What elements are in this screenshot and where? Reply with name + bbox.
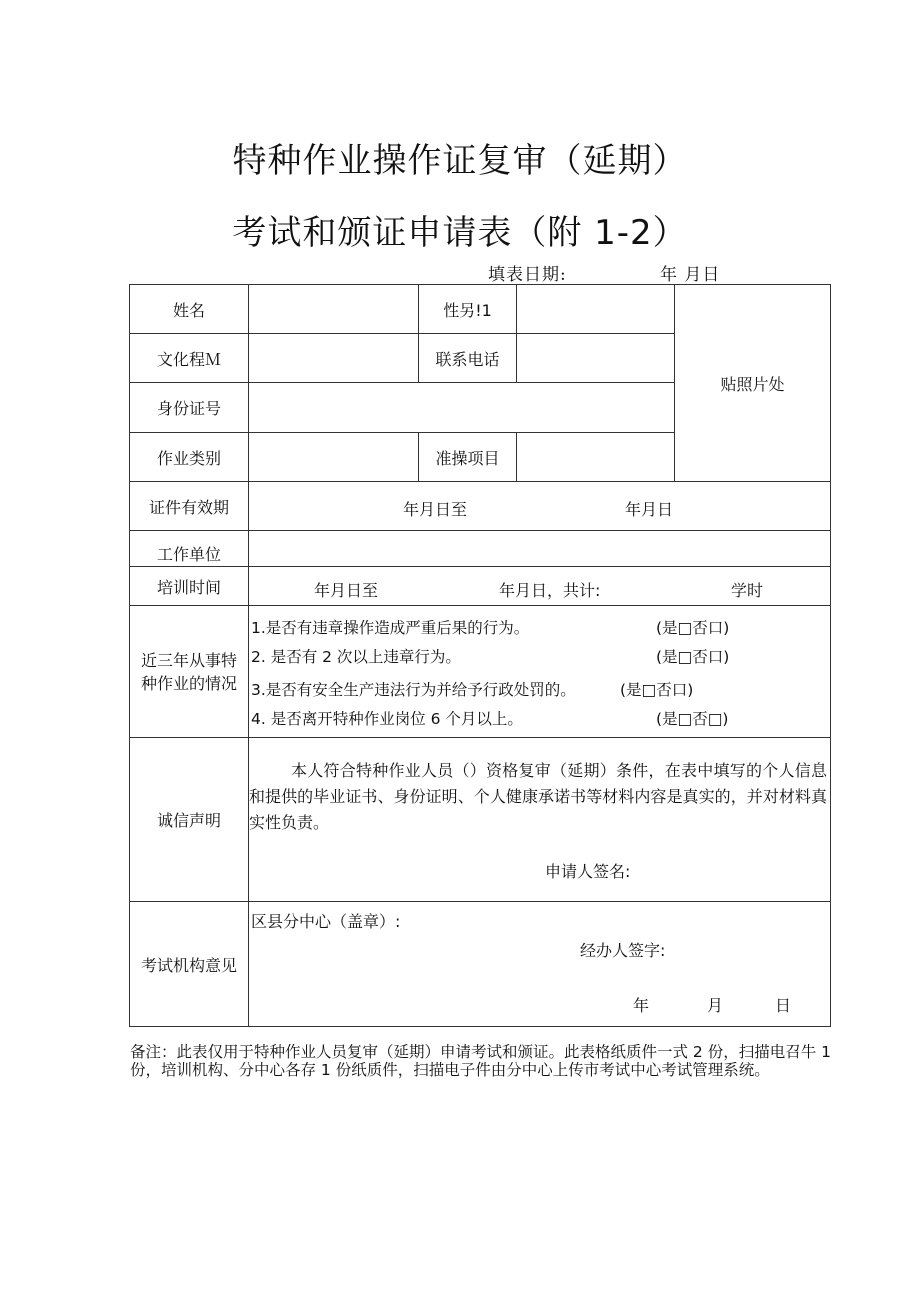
footnote: 备注：此表仅用于特种作业人员复审（延期）申请考试和颁证。此表格纸质件一式 2 份，扫描电召牛 1 份，培训机构、分中心各存 1 份纸质件，扫描电子件由分中心上传市考试中心考试管理系统。: [130, 1043, 832, 1079]
workplace-field[interactable]: [249, 531, 831, 567]
history-label-line2: 种作业的情况: [140, 673, 237, 693]
job-type-label: 作业类别: [130, 433, 249, 482]
phone-field[interactable]: [517, 334, 675, 383]
training-label: 培训时间: [130, 567, 249, 606]
form-title-line1: 特种作业操作证复审（延期）: [232, 141, 688, 181]
education-field[interactable]: [249, 334, 419, 383]
history-item-option[interactable]: (是□否口): [656, 648, 730, 666]
application-form-table: [129, 284, 831, 1027]
history-item: 4. 是否离开特种作业岗位 6 个月以上。: [251, 710, 523, 728]
operation-item-label: 准操项目: [419, 433, 517, 482]
id-label: 身份证号: [130, 383, 249, 433]
handler-sign[interactable]: 经办人签字:: [580, 941, 666, 960]
name-label: 姓名: [130, 285, 249, 334]
validity-to: 年月日: [625, 500, 674, 519]
id-field[interactable]: [249, 383, 675, 433]
education-label: 文化程Ｍ: [130, 334, 249, 383]
phone-label: 联系电话: [419, 334, 517, 383]
validity-label: 证件有效期: [130, 482, 249, 531]
training-to: 年月日，共计:: [499, 581, 601, 600]
exam-opinion-label: 考试机构意见: [130, 902, 249, 1027]
applicant-sign[interactable]: 申请人签名:: [545, 862, 631, 881]
history-item-option[interactable]: (是□否口): [620, 681, 694, 699]
training-field[interactable]: [249, 567, 831, 606]
history-field: [249, 606, 831, 738]
history-item: 2. 是否有 2 次以上违章行为。: [251, 648, 461, 666]
declaration-text: 本人符合特种作业人员（）资格复审（延期）条件，在表中填写的个人信息和提供的毕业证书、身份证明、个人健康承诺书等材料内容是真实的，并对材料真实性负责。: [249, 761, 827, 832]
history-label: [130, 606, 249, 738]
validity-from: 年月日至: [403, 500, 468, 519]
district-center: 区县分中心（盖章）:: [251, 912, 401, 931]
gender-label: 性另!1: [419, 285, 517, 334]
name-field[interactable]: [249, 285, 419, 334]
date-year: 年: [633, 996, 650, 1015]
training-hours: 学时: [731, 581, 764, 600]
history-item-option[interactable]: (是□否□): [656, 710, 729, 728]
history-item-option[interactable]: (是□否口): [656, 619, 730, 637]
history-label-line1: 近三年从事特: [140, 650, 237, 670]
fill-date-ym: 年 月日: [660, 265, 721, 285]
declaration-field: [249, 738, 831, 902]
gender-field[interactable]: [517, 285, 675, 334]
exam-opinion-field: [249, 902, 831, 1027]
history-item: 3.是否有安全生产违法行为并给予行政处罚的。: [251, 681, 576, 699]
date-day: 日: [775, 996, 792, 1015]
fill-date: [488, 260, 721, 285]
date-month: 月: [707, 996, 724, 1015]
validity-field[interactable]: [249, 482, 831, 531]
operation-item-field[interactable]: [517, 433, 675, 482]
fill-date-label: 填表日期:: [488, 265, 567, 285]
form-title-line2: 考试和颁证申请表（附 1-2）: [232, 213, 688, 253]
declaration-label: 诚信声明: [130, 738, 249, 902]
photo-area[interactable]: [675, 285, 831, 482]
workplace-label: 工作单位: [130, 531, 249, 567]
history-item: 1.是否有违章操作造成严重后果的行为。: [251, 619, 530, 637]
photo-label: 贴照片处: [720, 374, 785, 394]
job-type-field[interactable]: [249, 433, 419, 482]
training-from: 年月日至: [314, 581, 379, 600]
